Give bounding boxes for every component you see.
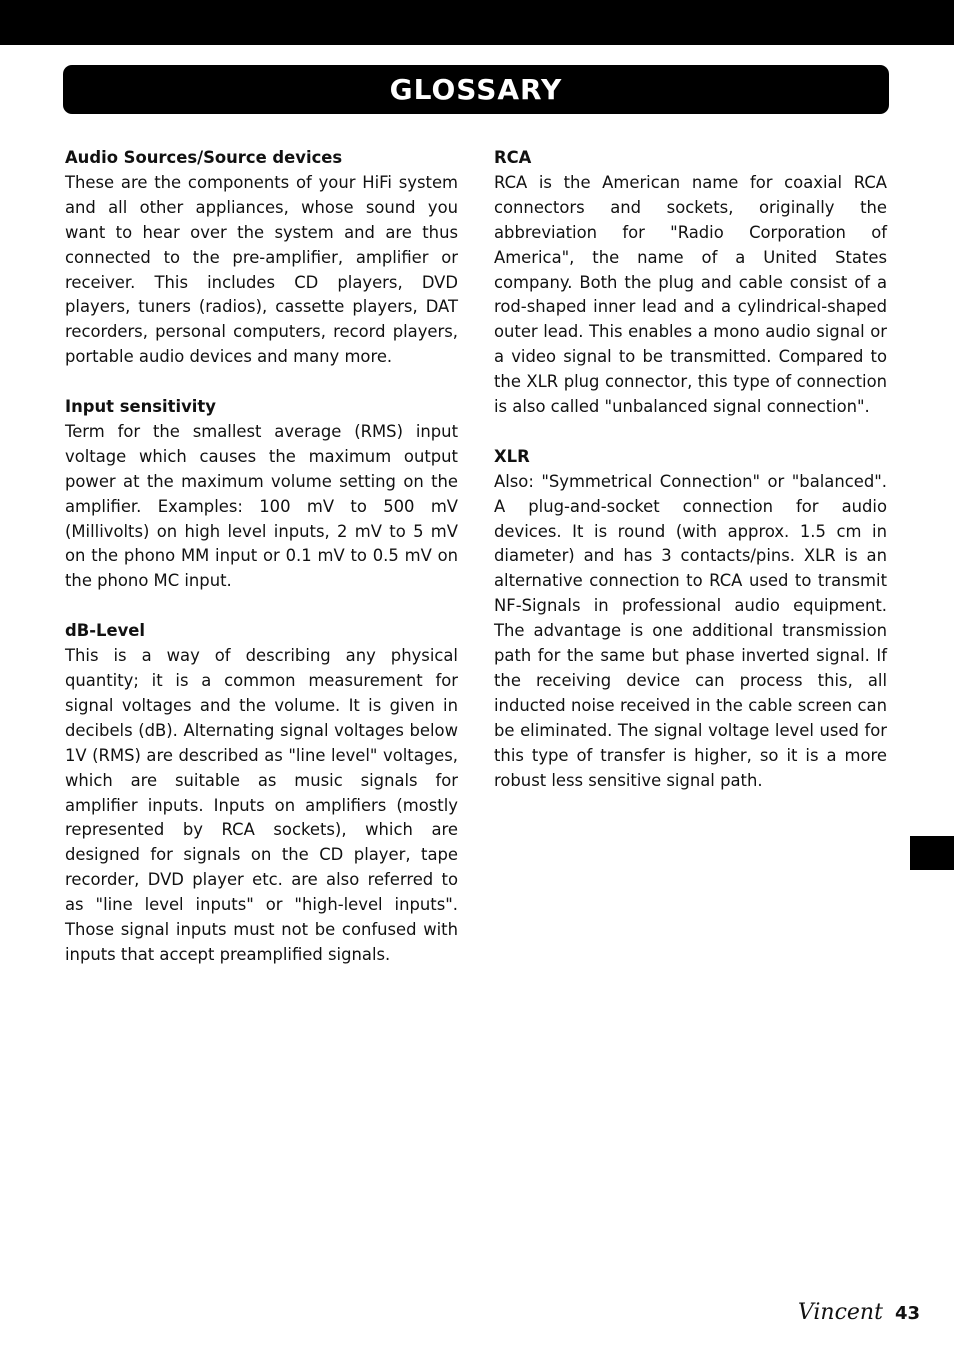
entry-heading: dB-Level — [65, 621, 146, 641]
page-footer — [798, 1300, 920, 1325]
entry-text: This is a way of describing any physical quantity; it is a common measurement for signal voltages and the volume. It is given in decibels (dB). Alternating signal voltages below 1V (RMS) are described as "line level" voltages, which are suitable as music signals for amplifier inputs. Inputs on amplifiers (mostly represented by RCA sockets), which are designed for signals on the CD player, tape recorder, DVD player etc. are also referred to as "line level inputs" or "high-level inputs". Those signal inputs must not be confused with inputs that accept preamplified signals. — [65, 646, 458, 964]
entry-text: RCA is the American name for coaxial RCA connectors and sockets, originally the abbreviation for "Radio Corporation of America", the name of a United States company. Both the plug and cable consist of a rod-shaped inner lead and a cylindrical-shaped outer lead. This enables a mono audio signal or a video signal to be transmitted. Compared to the XLR plug connector, this type of connection is also called "unbalanced signal connection". — [494, 172, 887, 417]
glossary-entry-db-level — [65, 619, 458, 968]
entry-heading: XLR — [494, 446, 530, 466]
glossary-entry-rca — [494, 146, 887, 420]
entry-text: These are the components of your HiFi system and all other appliances, whose sound you want to hear over the system and are thus connected to the pre-amplifier, amplifier or receiver. This includes CD players, DVD players, tuners (radios), cassette players, DAT recorders, personal computers, record players, portable audio devices and many more. — [65, 172, 458, 367]
section-tab-marker — [910, 836, 954, 870]
right-column — [494, 146, 887, 818]
glossary-entry-input-sensitivity — [65, 395, 458, 594]
entry-heading: RCA — [494, 148, 532, 167]
entry-text: Also: "Symmetrical Connection" or "balanced". A plug-and-socket connection for audio devices. It is round (with approx. 1.5 cm in diameter) and has 3 contacts/pins. XLR is an alternative connection to RCA used to transmit NF-Signals in professional audio equipment. The advantage is one additional transmission path for the same but phase inverted signal. If the receiving device can process this, all inducted noise received in the cable screen can be eliminated. The signal voltage level used for this type of transfer is higher, so it is a more robust less sensitive signal path. — [494, 471, 887, 790]
glossary-entry-xlr — [494, 445, 887, 794]
top-black-bar — [0, 0, 954, 45]
entry-heading: Input sensitivity — [65, 397, 216, 417]
brand-logo: Vincent — [797, 1300, 883, 1325]
glossary-entry-audio-sources — [65, 146, 458, 370]
entry-text: Term for the smallest average (RMS) input voltage which causes the maximum output power at the maximum volume setting on the amplifier. Examples: 100 mV to 500 mV (Millivolts) on high level inputs, 2 mV to 5 mV on the phono MM input or 0.1 mV to 0.5 mV on the phono MC input. — [65, 421, 458, 591]
page-number: 43 — [894, 1303, 920, 1324]
left-column — [65, 146, 458, 993]
entry-heading: Audio Sources/Source devices — [65, 148, 343, 167]
page-title: GLOSSARY — [389, 73, 563, 106]
title-banner — [63, 65, 889, 114]
